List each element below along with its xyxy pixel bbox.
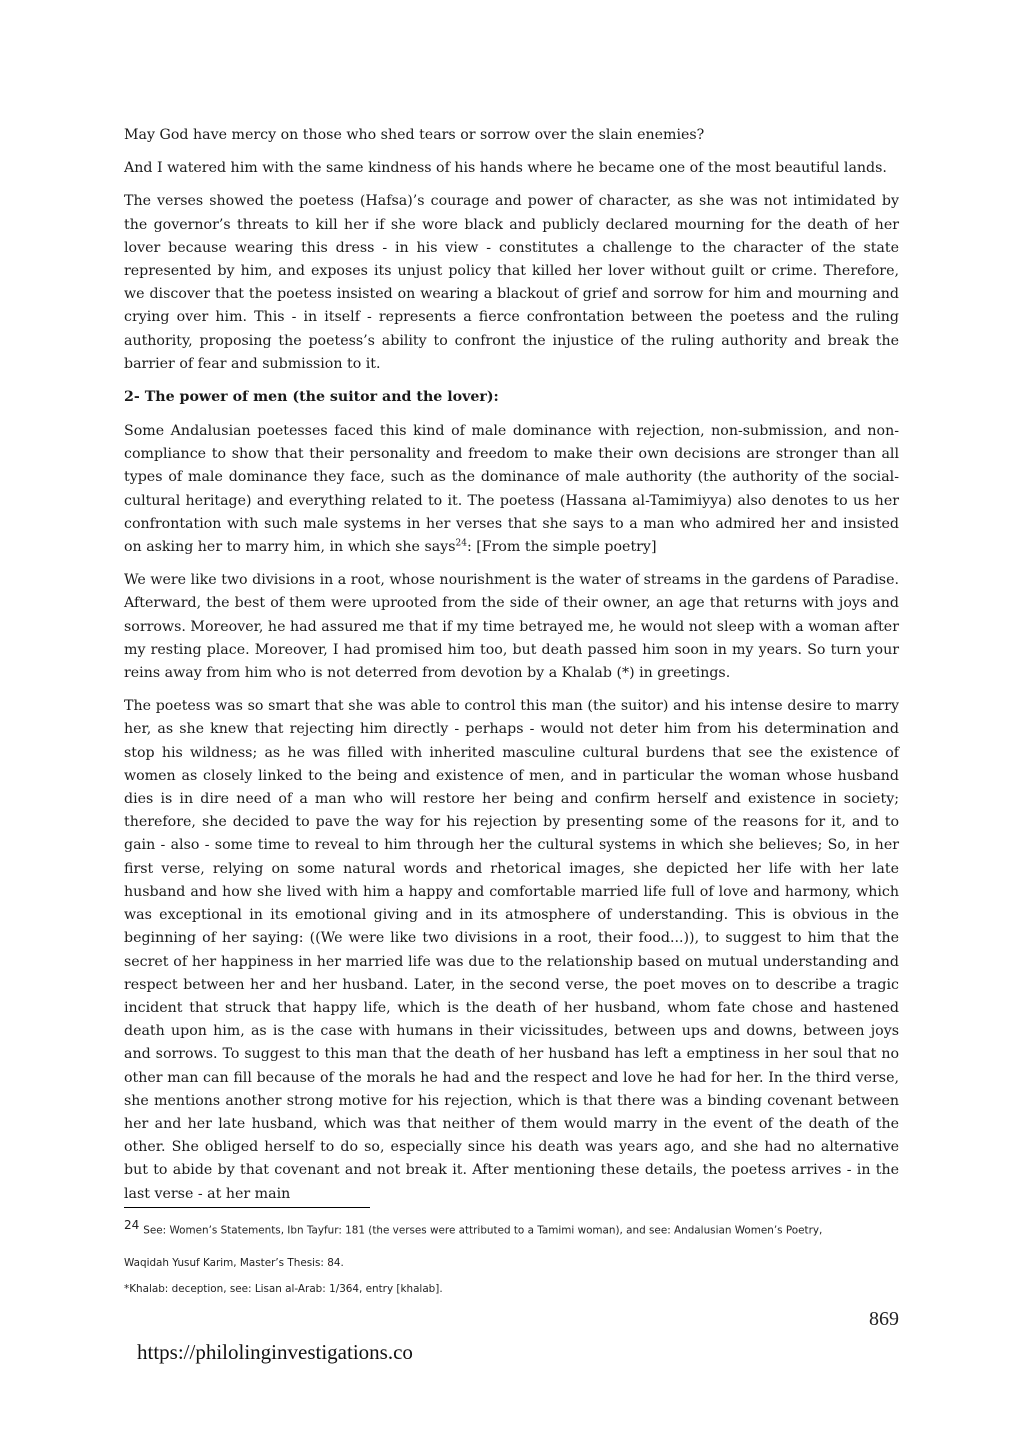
paragraph-text: Some Andalusian poetesses faced this kind of male dominance with rejection, non-submission, and non-compliance to show that their personality and freedom to make their own decisions are stronger than all types of male dominance they face, such as the dominance of male authority (the authority of the social-cultural heritage) and everything related to it. The poetess (Hassana al-Tamimiyya) also denotes to us her confrontation with such male systems in her verses that she says to a man who admired her and insisted on asking her to marry him, in which she says bbox=[124, 423, 899, 556]
footnote: *Khalab: deception, see: Lisan al-Arab: 1/364, entry [khalab]. bbox=[124, 1283, 443, 1295]
footnote-divider bbox=[124, 1207, 370, 1208]
footnote-text: See: Women’s Statements, Ibn Tayfur: 181 (the verses were attributed to a Tamimi woman), and see: Andalusian Women’s Poetry, bbox=[143, 1224, 823, 1237]
site-url-link[interactable]: https://philolinginvestigations.co bbox=[137, 1340, 413, 1364]
paragraph: The verses showed the poetess (Hafsa)’s courage and power of character, as she was not intimidated by the governor’s threats to kill her if she wore black and publicly declared mourning for the death of her lover because wearing this dress - in his view - constitutes a challenge to the character of the state represented by him, and exposes its unjust policy that killed her lover without guilt or crime. Therefore, we discover that the poetess insisted on wearing a blackout of grief and sorrow for him and mourning and crying over him. This - in itself - represents a fierce confrontation between the poetess and the ruling authority, proposing the poetess’s ability to confront the injustice of the ruling authority and break the barrier of fear and submission to it. bbox=[124, 193, 899, 372]
footnote-number: 24 bbox=[124, 1218, 140, 1232]
paragraph-text-tail: : [From the simple poetry] bbox=[466, 539, 657, 556]
footnote-reference[interactable]: 24 bbox=[455, 538, 467, 549]
article-body bbox=[124, 124, 899, 1216]
poem-paragraph: We were like two divisions in a root, whose nourishment is the water of streams in the gardens of Paradise. Afterward, the best of them were uprooted from the side of their owner, an age that returns with joys and sorrows. Moreover, he had assured me that if my time betrayed me, he would not sleep with a woman after my resting place. Moreover, I had promised him too, but death passed him soon in my years. So turn your reins away from him who is not deterred from devotion by a Khalab (*) in greetings. bbox=[124, 572, 899, 682]
footnote bbox=[124, 1218, 899, 1237]
page-number: 869 bbox=[869, 1308, 899, 1330]
verse-line: May God have mercy on those who shed tears or sorrow over the slain enemies? bbox=[124, 127, 705, 143]
footnote-continuation: Waqidah Yusuf Karim, Master’s Thesis: 84. bbox=[124, 1257, 344, 1269]
paragraph: The poetess was so smart that she was able to control this man (the suitor) and his intense desire to marry her, as she knew that rejecting him directly - perhaps - would not deter him from his determination and stop his wildness; as he was filled with inherited masculine cultural burdens that see the existence of women as closely linked to the being and existence of men, and in particular the woman whose husband dies is in dire need of a man who will restore her being and confirm herself and existence in society; therefore, she decided to pave the way for his rejection by presenting some of the reasons for it, and to gain - also - some time to reveal to him through her the cultural systems in which she believes; So, in her first verse, relying on some natural words and rhetorical images, she depicted her life with her late husband and how she lived with him a happy and comfortable married life full of love and harmony, which was exceptional in its emotional giving and in its atmosphere of understanding. This is obvious in the beginning of her saying: ((We were like two divisions in a root, their food...)), to suggest to him that the secret of her happiness in her married life was due to the relationship based on mutual understanding and respect between her and her husband. Later, in the second verse, the poet moves on to describe a tragic incident that struck that happy life, which is the death of her husband, whom fate chose and hastened death upon him, as is the case with humans in their vicissitudes, between ups and downs, between joys and sorrows. To suggest to this man that the death of her husband has left a emptiness in her soul that no other man can fill because of the morals he had and the respect and love he had for her. In the third verse, she mentions another strong motive for his rejection, which is that there was a binding covenant between her and her late husband, which was that neither of them would marry in the event of the death of the other. She obliged herself to do so, especially since his death was years ago, and she had no alternative but to abide by that covenant and not break it. After mentioning these details, the poetess arrives - in the last verse - at her main bbox=[124, 698, 899, 1202]
section-heading: 2- The power of men (the suitor and the lover): bbox=[124, 389, 499, 406]
verse-line: And I watered him with the same kindness of his hands where he became one of the most beautiful lands. bbox=[124, 160, 887, 177]
paragraph bbox=[124, 420, 899, 559]
